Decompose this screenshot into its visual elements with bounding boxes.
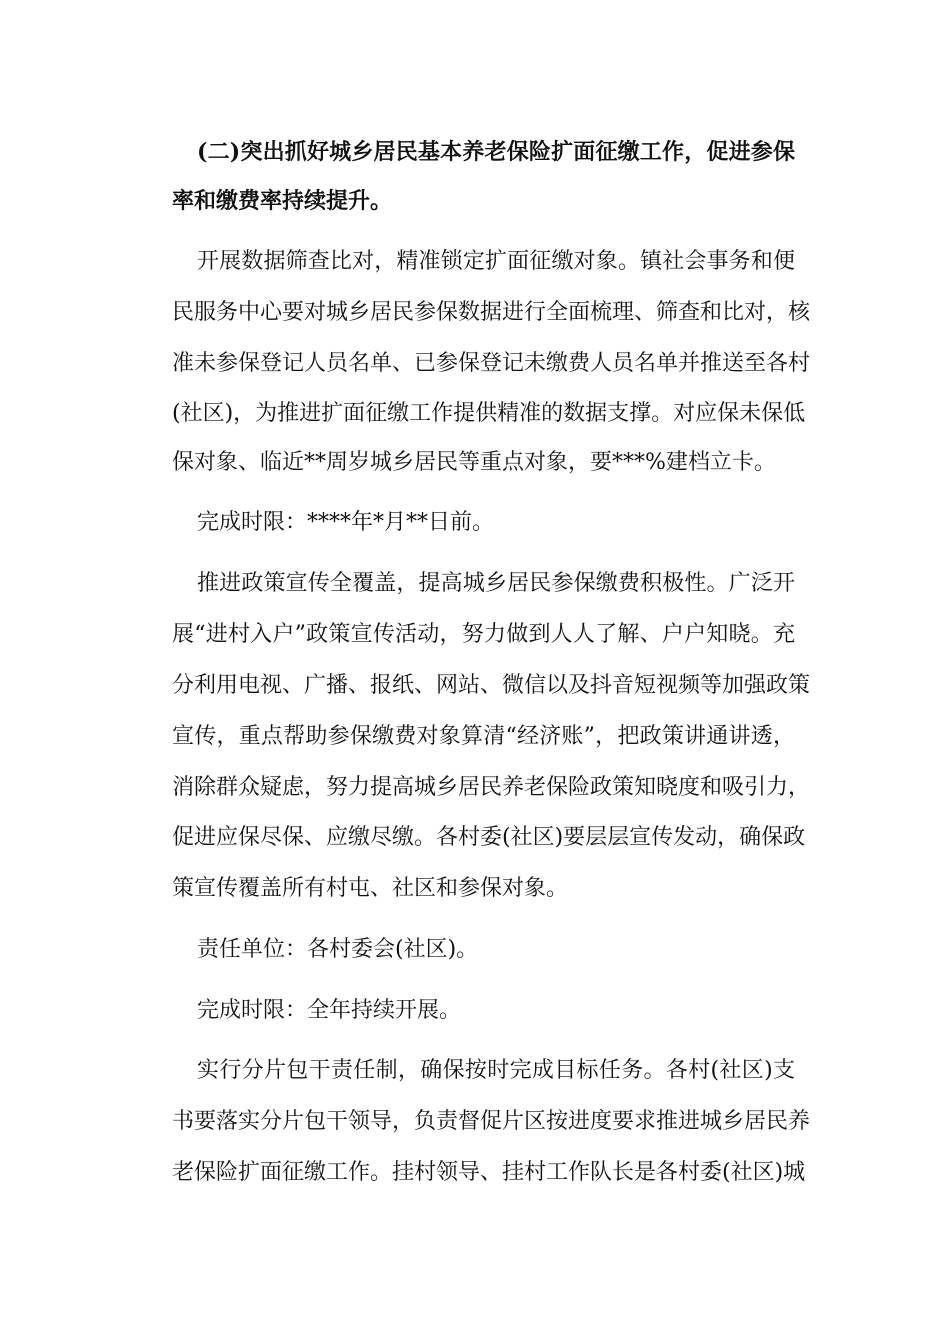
paragraph-line: 策宣传覆盖所有村屯、社区和参保对象。: [172, 876, 569, 901]
deadline-line: 完成时限：****年*月**日前。: [197, 510, 495, 535]
paragraph-line: 书要落实分片包干领导，负责督促片区按进度要求推进城乡居民养: [172, 1109, 811, 1134]
paragraph-line: 促进应保尽保、应缴尽缴。各村委(社区)要层层宣传发动，确保政: [172, 825, 806, 850]
paragraph-line: (社区)，为推进扩面征缴工作提供精准的数据支撑。对应保未保低: [172, 401, 806, 426]
deadline-line: 完成时限：全年持续开展。: [197, 998, 462, 1023]
paragraph-line: 民服务中心要对城乡居民参保数据进行全面梳理、筛查和比对，核: [172, 300, 811, 325]
paragraph-line: 消除群众疑虑，努力提高城乡居民养老保险政策知晓度和吸引力，: [172, 775, 811, 800]
section-heading-line: 率和缴费率持续提升。: [172, 188, 393, 214]
paragraph-line: 分利用电视、广播、报纸、网站、微信以及抖音短视频等加强政策: [172, 673, 811, 698]
paragraph-line: 准未参保登记人员名单、已参保登记未缴费人员名单并推送至各村: [172, 351, 811, 376]
paragraph-line: 展“进村入户”政策宣传活动，努力做到人人了解、户户知晓。充: [172, 622, 795, 647]
responsible-unit-line: 责任单位：各村委会(社区)。: [197, 937, 479, 962]
paragraph-line: 开展数据筛查比对，精准锁定扩面征缴对象。镇社会事务和便: [197, 249, 795, 274]
paragraph-line: 宣传，重点帮助参保缴费对象算清“经济账”，把政策讲通讲透，: [172, 724, 795, 749]
paragraph-line: 实行分片包干责任制，确保按时完成目标任务。各村(社区)支: [197, 1058, 795, 1083]
section-heading-line: (二)突出抓好城乡居民基本养老保险扩面征缴工作，促进参保: [197, 139, 795, 165]
paragraph-line: 推进政策宣传全覆盖，提高城乡居民参保缴费积极性。广泛开: [197, 571, 795, 596]
paragraph-line: 老保险扩面征缴工作。挂村领导、挂村工作队长是各村委(社区)城: [172, 1160, 806, 1185]
paragraph-line: 保对象、临近**周岁城乡居民等重点对象，要***%建档立卡。: [172, 450, 776, 475]
